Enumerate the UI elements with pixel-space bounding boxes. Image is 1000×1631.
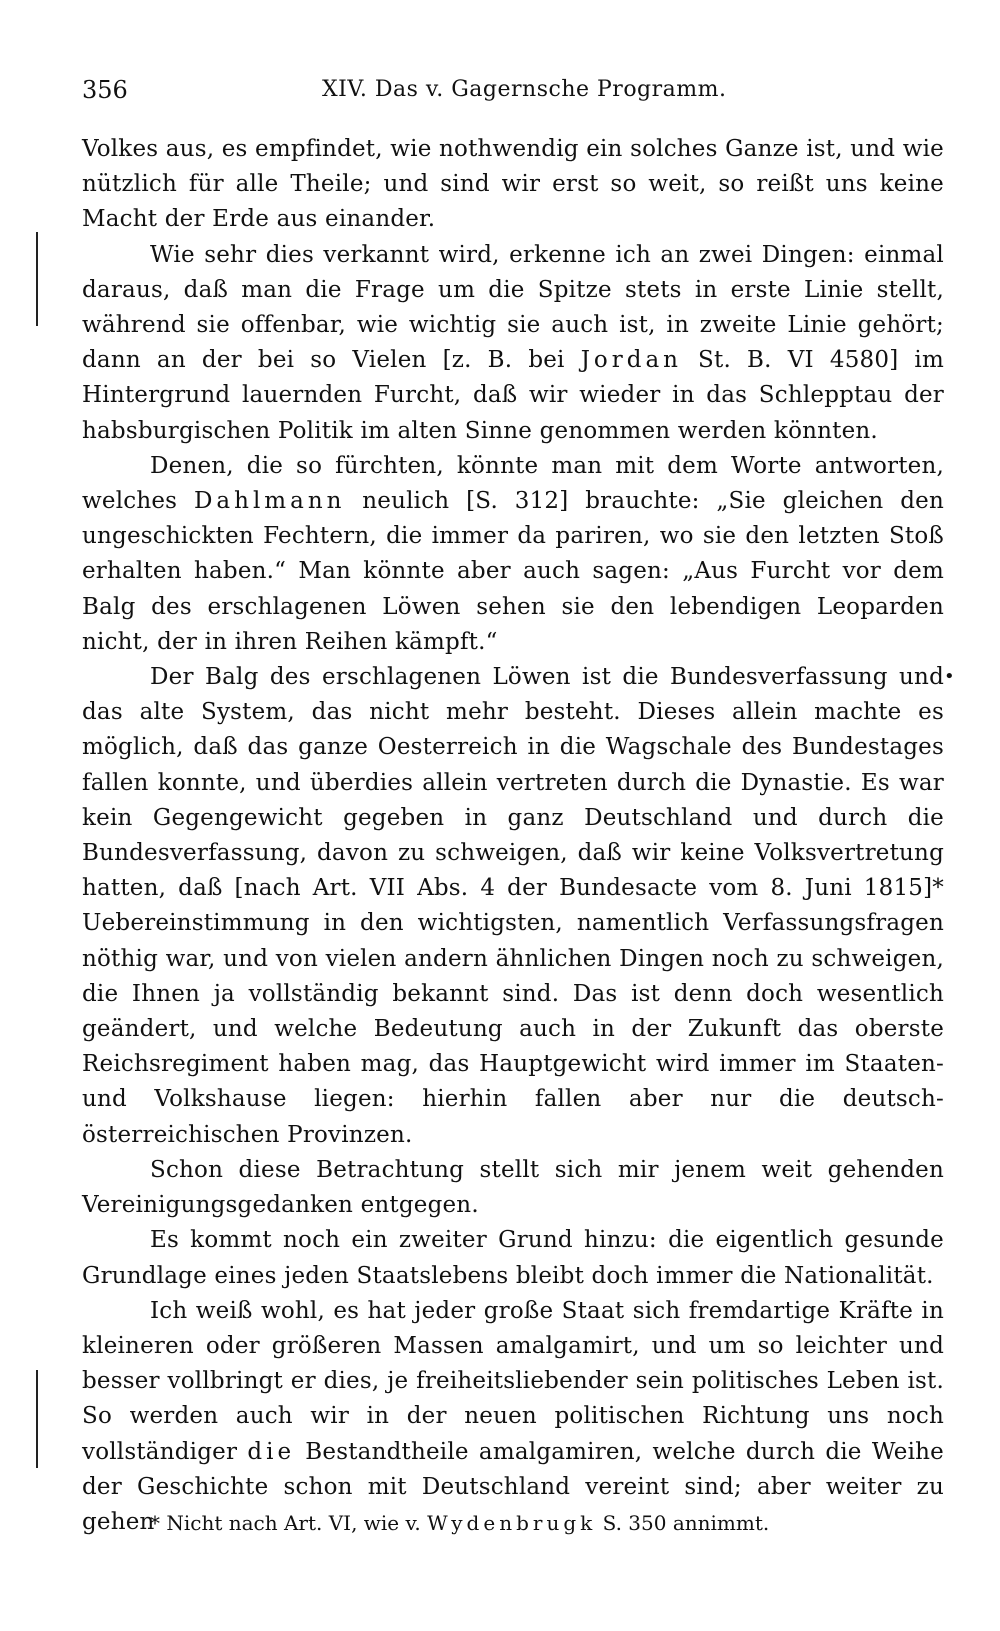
spaced-name: Dahlmann: [193, 488, 346, 515]
page-number: 356: [82, 76, 128, 104]
text-run: Volkes aus, es empfindet, wie nothwendig ein solches Ganze ist, und wie nützlich für alle Theile; und sind wir erst so weit, so reißt uns keine Macht der Erde aus einander.: [82, 136, 944, 233]
paragraph: [82, 1223, 944, 1293]
margin-marking-line: [36, 232, 38, 326]
body-text: [82, 132, 944, 1540]
footnote: [150, 1508, 910, 1538]
text-run: neulich [S. 312] brauchte: „Sie gleichen den ungeschickten Fechtern, die immer da pariren, wo sie den letzten Stoß erhalten haben.“ Man könnte aber auch sagen: „Aus Furcht vor dem Balg des erschlagenen Löwen sehen sie den lebendigen Leoparden nicht, der in ihren Reihen kämpft.“: [82, 488, 944, 655]
spaced-name: Jordan: [580, 347, 682, 374]
paragraph: [82, 132, 944, 238]
text-run: Es kommt noch ein zweiter Grund hinzu: die eigentlich gesunde Grundlage eines jeden Staatslebens bleibt doch immer die Nationalität.: [82, 1227, 944, 1289]
text-run: St. B. VI 4580] im Hintergrund lauernden Furcht, daß wir wieder in das Schlepptau der habsburgischen Politik im alten Sinne genommen werden könnten.: [82, 347, 945, 444]
text-run: Wie sehr dies verkannt wird, erkenne ich an zwei Dingen: einmal daraus, daß man die Frage um die Spitze stets in erste Linie stellt, während sie offenbar, wie wichtig sie auch ist, in zweite Linie gehört; dann an der bei so Vielen [z. B. bei: [82, 241, 944, 374]
text-run: Schon diese Betrachtung stellt sich mir jenem weit gehenden Vereinigungsgedanken entgegen.: [82, 1156, 944, 1219]
running-head: [82, 70, 942, 110]
text-run: * Nicht nach Art. VI, wie v.: [150, 1511, 428, 1535]
text-run: Bestandtheile amalgamiren, welche durch die Weihe der Geschichte schon mit Deutschland vereint sind; aber weiter zu gehen: [82, 1438, 944, 1535]
paragraph: [82, 1153, 944, 1223]
paragraph: [82, 1294, 944, 1540]
text-run: S. 350 annimmt.: [596, 1511, 770, 1535]
paragraph: [82, 238, 944, 449]
text-run: Denen, die so fürchten, könnte man mit dem Worte antworten, welches: [82, 452, 944, 515]
spaced-name: die: [247, 1438, 296, 1465]
text-run: Der Balg des erschlagenen Löwen ist die Bundesverfassung und das alte System, das nicht mehr besteht. Dieses allein machte es möglich, daß das ganze Oesterreich in die Wagschale des Bundestages fallen konnte, und überdies allein vertreten durch die Dynastie. Es war kein Gegengewicht gegeben in ganz Deutschland und durch die Bundesverfassung, davon zu schweigen, daß wir keine Volksvertretung hatten, daß [nach Art. VII Abs. 4 der Bundesacte vom 8. Juni 1815]* Uebereinstimmung in den wichtigsten, namentlich Verfassungsfragen nöthig war, und von vielen andern ähnlichen Dingen noch zu schweigen, die Ihnen ja vollständig bekannt sind. Das ist denn doch wesentlich geändert, und welche Bedeutung auch in der Zukunft das oberste Reichsregiment haben mag, das Hauptgewicht wird immer im Staaten- und Volkshause liegen: hierhin fallen aber nur die deutsch-österreichischen Provinzen.: [82, 664, 944, 1148]
margin-marking-line: [36, 1370, 38, 1468]
spaced-name: Wydenbrugk: [427, 1511, 597, 1535]
paragraph: [82, 660, 944, 1153]
ink-spot: •: [944, 666, 955, 687]
chapter-title: XIV. Das v. Gagernsche Programm.: [322, 77, 727, 102]
paragraph: [82, 449, 944, 660]
text-run: Ich weiß wohl, es hat jeder große Staat sich fremdartige Kräfte in kleineren oder größeren Massen amalgamirt, und um so leichter und besser vollbringt er dies, je freiheitsliebender sein politisches Leben ist. So werden auch wir in der neuen politischen Richtung uns noch vollständiger: [82, 1297, 944, 1465]
